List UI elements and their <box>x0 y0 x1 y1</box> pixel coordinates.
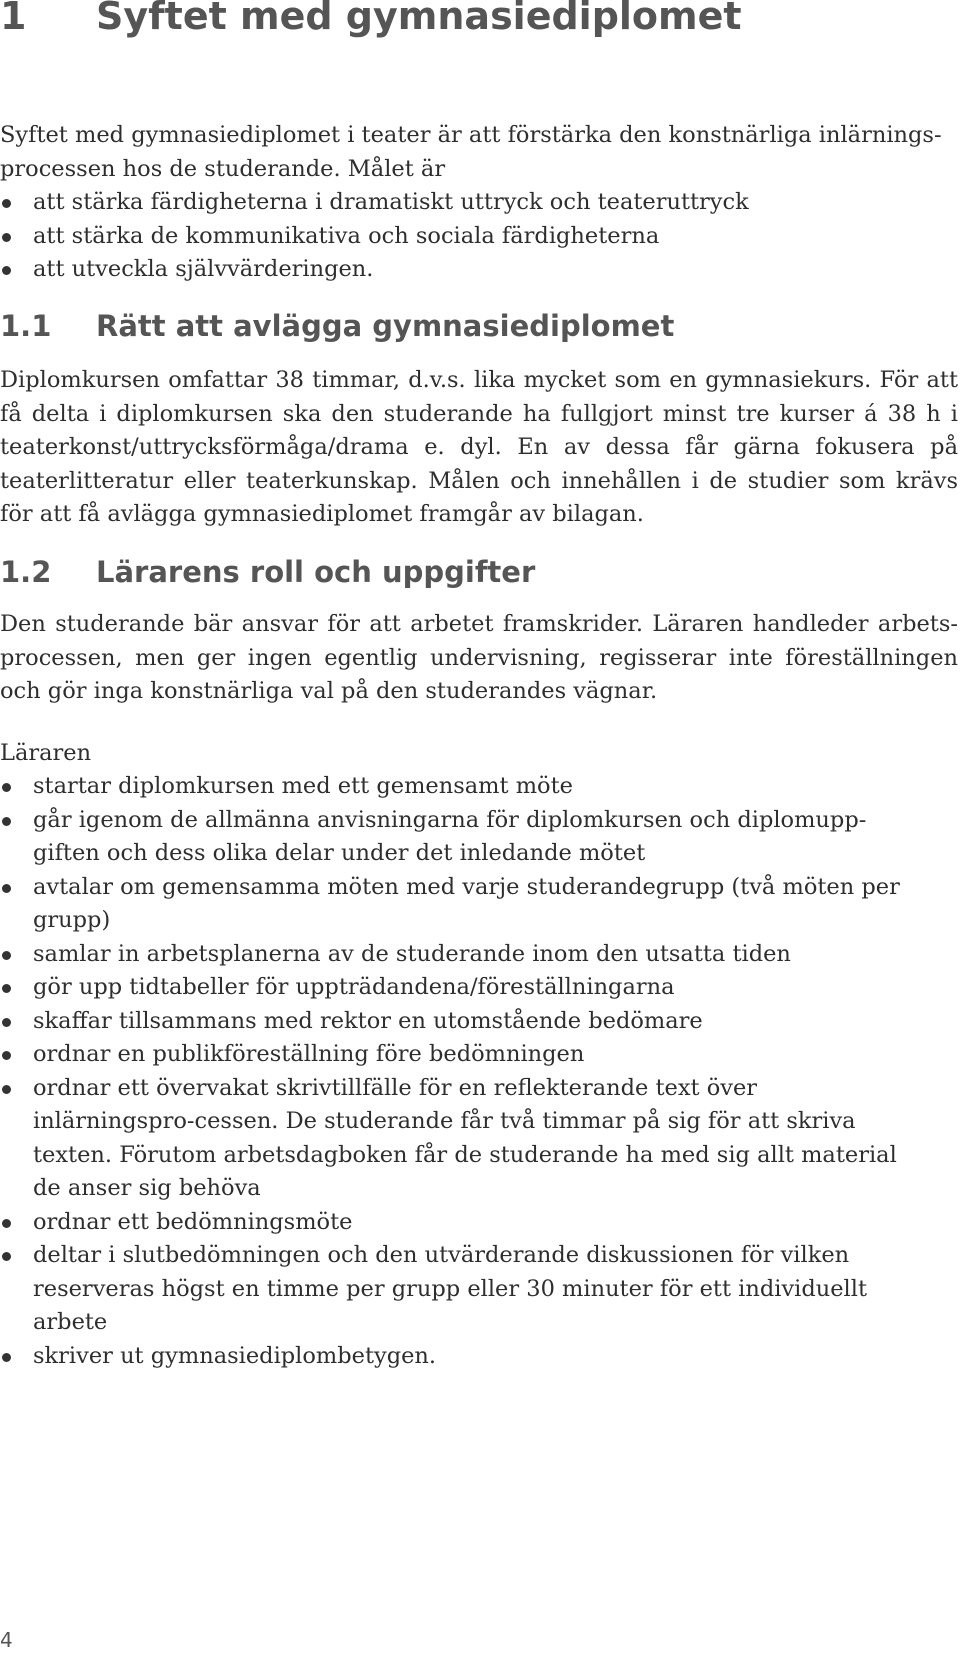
list-item: skaffar tillsammans med rektor en utomstående bedömare <box>0 1005 958 1039</box>
bullet-icon <box>2 783 11 792</box>
bullet-icon <box>2 1018 11 1027</box>
bullet-icon <box>2 984 11 993</box>
list-item: skriver ut gymnasiediplombetygen. <box>0 1340 958 1374</box>
list-item: gör upp tidtabeller för uppträdandena/föreställningarna <box>0 971 958 1005</box>
list-item: startar diplomkursen med ett gemensamt möte <box>0 770 958 804</box>
section-1-2-title: Lärarens roll och uppgifter <box>96 555 536 589</box>
section-1-1-heading <box>0 309 674 343</box>
bullet-icon <box>2 1051 11 1060</box>
bullet-icon <box>2 233 11 242</box>
bullet-icon <box>2 1353 11 1362</box>
teacher-tasks-list <box>0 770 958 1373</box>
list-item: att stärka de kommunikativa och sociala färdigheterna <box>0 220 958 254</box>
section-1-intro: Syftet med gymnasiediplomet i teater är att förstärka den konstnärliga inlärnings-processen hos de studerande. Målet är <box>0 122 942 182</box>
section-1-2-number: 1.2 <box>0 555 52 589</box>
section-1-heading <box>0 0 742 38</box>
list-item: samlar in arbetsplanerna av de studerande inom den utsatta tiden <box>0 938 958 972</box>
section-1-title: Syftet med gymnasiediplomet <box>96 0 742 38</box>
section-1-number: 1 <box>0 0 27 38</box>
list-item: går igenom de allmänna anvisningarna för diplomkursen och diplomupp-giften och dess olika delar under det inledande mötet <box>0 804 958 871</box>
bullet-icon <box>2 1252 11 1261</box>
bullet-icon <box>2 199 11 208</box>
bullet-icon <box>2 1085 11 1094</box>
section-1-2-heading <box>0 555 535 589</box>
bullet-icon <box>2 884 11 893</box>
list-item: att utveckla självvärderingen. <box>0 253 958 287</box>
page-number: 4 <box>0 1628 13 1652</box>
bullet-icon <box>2 266 11 275</box>
bullet-icon <box>2 951 11 960</box>
section-1-1-number: 1.1 <box>0 309 52 343</box>
list-item: ordnar ett bedömningsmöte <box>0 1206 958 1240</box>
goals-list <box>0 186 958 287</box>
list-item: deltar i slutbedömningen och den utvärderande diskussionen för vilken reserveras högst en timme per grupp eller 30 minuter för ett individuellt arbete <box>0 1239 958 1340</box>
bullet-icon <box>2 1219 11 1228</box>
section-1-2-body: Den studerande bär ansvar för att arbetet framskrider. Läraren handleder arbets-processen, men ger ingen egentlig undervisning, regisserar inte föreställningen och gör inga konstnärliga val på den studerandes vägnar. <box>0 611 958 704</box>
section-1-1-title: Rätt att avlägga gymnasiediplomet <box>96 309 675 343</box>
list-item: ordnar en publikföreställning före bedömningen <box>0 1038 958 1072</box>
bullet-icon <box>2 817 11 826</box>
list-item: att stärka färdigheterna i dramatiskt uttryck och teateruttryck <box>0 186 958 220</box>
list-item: avtalar om gemensamma möten med varje studerandegrupp (två möten per grupp) <box>0 871 958 938</box>
section-1-1-body: Diplomkursen omfattar 38 timmar, d.v.s. lika mycket som en gymnasiekurs. För att få delta i diplomkursen ska den studerande ha fullgjort minst tre kurser á 38 h i teaterkonst/uttrycksförmåga/drama e. dyl. En av dessa får gärna fokusera på teaterlitteratur eller teaterkunskap. Målen och innehållen i de studier som krävs för att få avlägga gymnasiediplomet framgår av bilagan. <box>0 367 958 527</box>
teacher-lead: Läraren <box>0 740 92 766</box>
list-item: ordnar ett övervakat skrivtillfälle för en reflekterande text över inlärningspro-cessen. De studerande får två timmar på sig för att skriva texten. Förutom arbetsdagboken får de studerande ha med sig allt material de anser sig behöva <box>0 1072 958 1206</box>
